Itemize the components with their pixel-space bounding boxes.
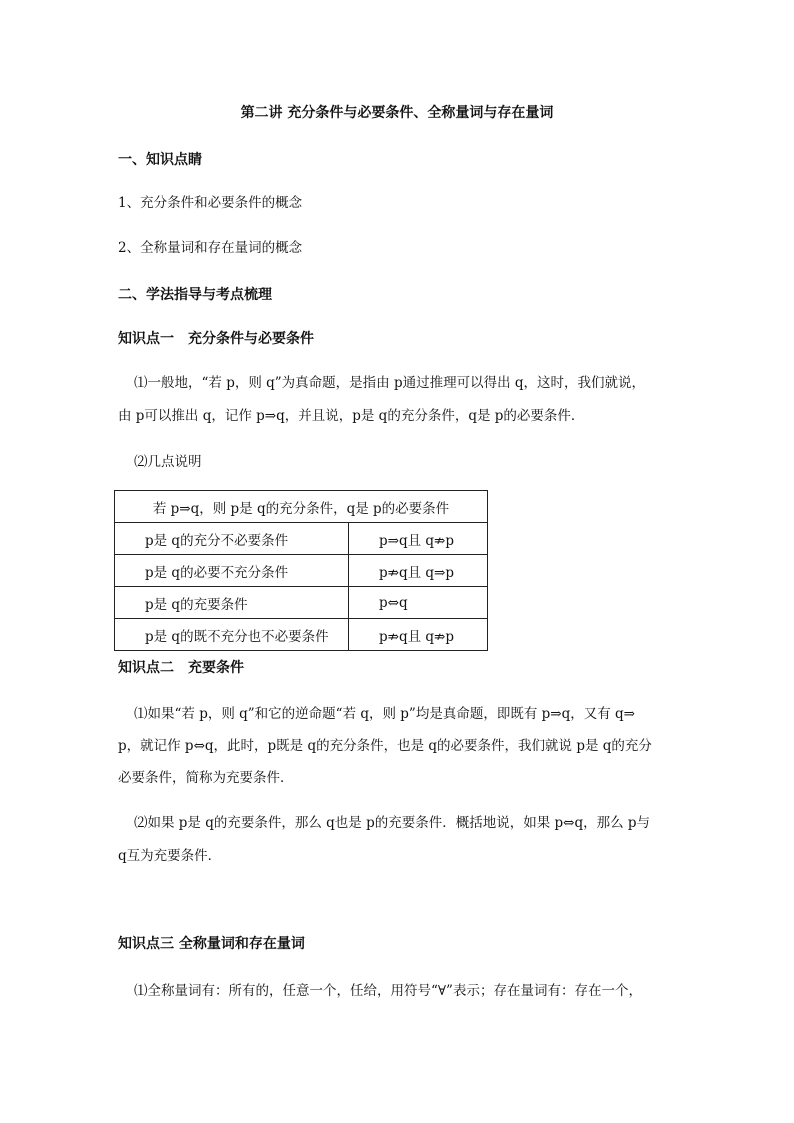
table-cell-condition: p是 q的充分不必要条件 <box>115 523 349 555</box>
knowledge-point-2-heading: 知识点二 充要条件 <box>118 660 244 676</box>
table-cell-relation: p⇏q且 q⇏p <box>349 619 488 651</box>
table-row <box>115 555 488 587</box>
table-header-row <box>115 491 488 523</box>
section-heading-2: 二、学法指导与考点梳理 <box>118 287 272 303</box>
kp2-paragraph-line-1: ⑴如果“若 p，则 q”和它的逆命题“若 q，则 p”均是真命题，即既有 p⇒q，又有 q⇒ <box>134 706 635 722</box>
table-row <box>115 523 488 555</box>
table-header-cell: 若 p⇒q，则 p是 q的充分条件，q是 p的必要条件 <box>115 491 488 523</box>
table-cell-relation: p⇔q <box>349 587 488 619</box>
kp3-paragraph-line-1: ⑴全称量词有：所有的，任意一个，任给，用符号“∀”表示；存在量词有：存在一个， <box>134 983 642 999</box>
kp2-paragraph-line-4: ⑵如果 p是 q的充要条件，那么 q也是 p的充要条件．概括地说，如果 p⇔q，那么 p与 <box>134 815 651 831</box>
section1-item-2: 2、全称量词和存在量词的概念 <box>118 240 303 256</box>
kp1-paragraph-line-2: 由 p可以推出 q，记作 p⇒q，并且说，p是 q的充分条件，q是 p的必要条件． <box>118 408 585 424</box>
kp2-paragraph-line-2: p，就记作 p⇔q，此时，p既是 q的充分条件，也是 q的必要条件，我们就说 p是 q的充分 <box>118 738 652 754</box>
page-title: 第二讲 充分条件与必要条件、全称量词与存在量词 <box>240 105 554 121</box>
table-cell-relation: p⇒q且 q⇏p <box>349 523 488 555</box>
table-cell-condition: p是 q的充要条件 <box>115 587 349 619</box>
knowledge-point-3-heading: 知识点三 全称量词和存在量词 <box>118 936 305 952</box>
kp2-paragraph-line-5: q互为充要条件． <box>118 848 222 864</box>
table-cell-relation: p⇏q且 q⇒p <box>349 555 488 587</box>
kp1-paragraph-line-3: ⑵几点说明 <box>134 454 202 470</box>
knowledge-point-1-heading: 知识点一 充分条件与必要条件 <box>118 331 314 347</box>
table-row <box>115 587 488 619</box>
kp2-paragraph-line-3: 必要条件，简称为充要条件． <box>118 770 294 786</box>
table-cell-condition: p是 q的既不充分也不必要条件 <box>115 619 349 651</box>
table-row <box>115 619 488 651</box>
table-cell-condition: p是 q的必要不充分条件 <box>115 555 349 587</box>
condition-table <box>114 490 488 651</box>
section1-item-1: 1、充分条件和必要条件的概念 <box>118 195 303 211</box>
kp1-paragraph-line-1: ⑴一般地，“若 p，则 q”为真命题，是指由 p通过推理可以得出 q，这时，我们就说， <box>134 375 646 391</box>
section-heading-1: 一、知识点睛 <box>118 152 202 168</box>
